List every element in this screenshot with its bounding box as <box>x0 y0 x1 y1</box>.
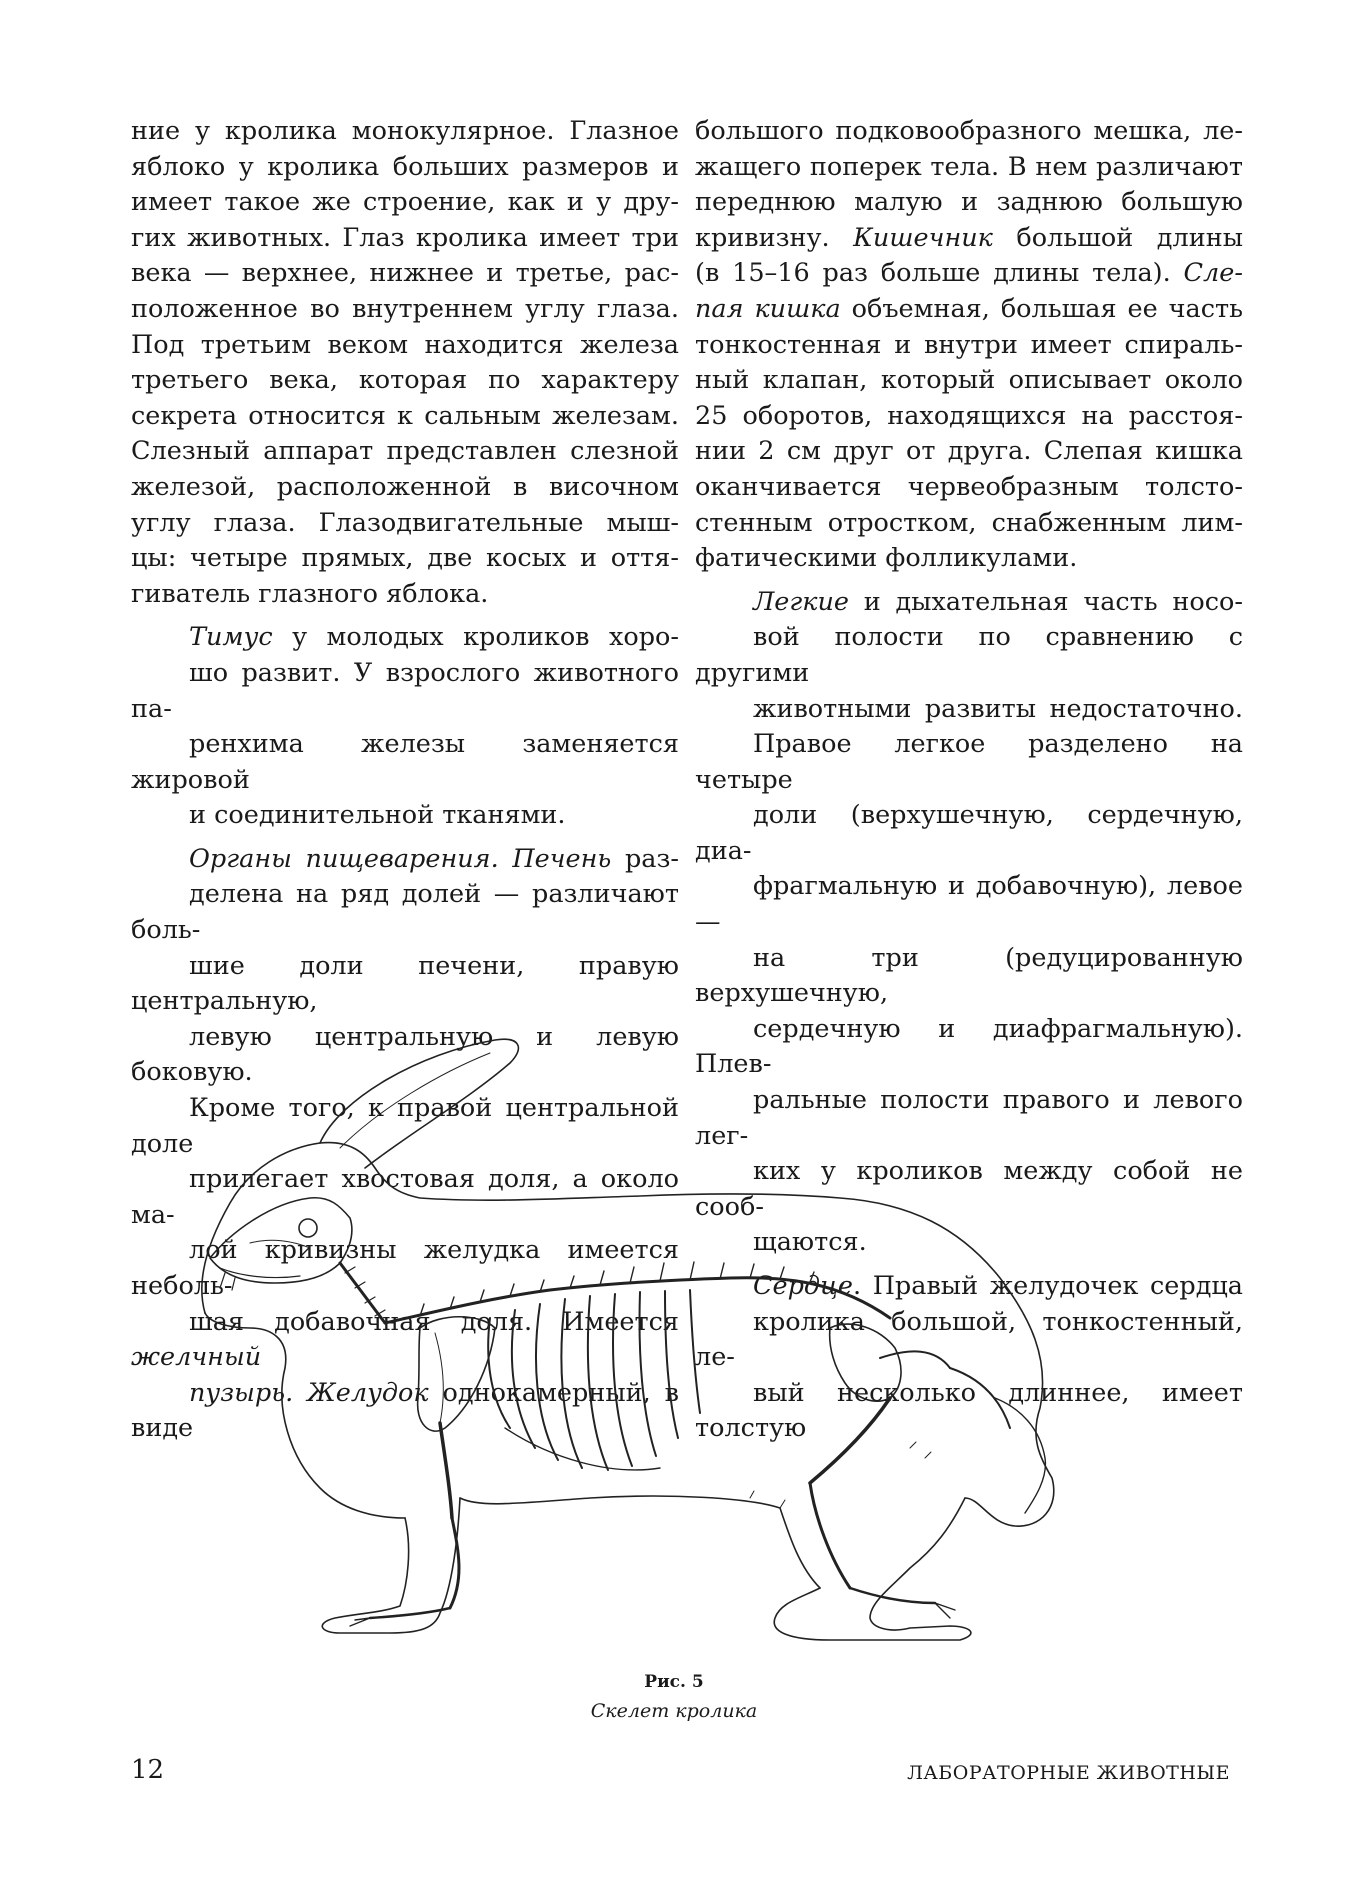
text-line: левую центральную и левую боковую. <box>131 1021 679 1088</box>
term-cecum-part2: пая кишка <box>695 293 841 324</box>
text-line: имеет такое же строение, как и у дру- <box>131 187 679 218</box>
text-line: вой полости по сравнению с другими <box>695 622 1243 688</box>
text-line: переднюю малую и заднюю большую <box>695 187 1243 218</box>
text-line: ральные полости правого и левого лег- <box>695 1085 1243 1151</box>
text-line: большого подковообразного мешка, ле- <box>695 116 1243 146</box>
figure-number: Рис. 5 <box>644 1672 704 1692</box>
term-stomach: пузырь. Желудок <box>189 1377 429 1408</box>
text-line: ких у кроликов между собой не сооб- <box>695 1156 1243 1222</box>
text-line: щаются. <box>753 1227 867 1258</box>
text-line: ние у кролика монокулярное. Глазное <box>131 116 679 146</box>
text-line: прилегает хвостовая доля, а около ма- <box>131 1164 679 1230</box>
text-line: жащего поперек тела. В нем различают <box>695 151 1243 182</box>
text-line: гиватель глазного яблока. <box>131 578 489 609</box>
text-line: стенным отростком, снабженным лим- <box>695 507 1243 538</box>
text-line: делена на ряд долей — различают боль- <box>131 879 679 946</box>
text-line: углу глаза. Глазодвигательные мыш- <box>131 507 679 538</box>
text-fragment: у молодых кроликов хоро- <box>272 622 679 653</box>
page-number: 12 <box>131 1755 165 1785</box>
paragraph-eye <box>131 114 679 612</box>
femur <box>810 1398 890 1483</box>
text-line <box>695 292 1243 328</box>
text-line: железой, расположенной в височном <box>131 471 679 502</box>
text-line: третьего века, которая по характеру <box>131 365 679 396</box>
term-lungs: Легкие <box>753 586 849 617</box>
text-line: нии 2 см друг от друга. Слепая кишка <box>695 436 1243 467</box>
text-line: вый несколько длиннее, имеет толстую <box>695 1377 1243 1444</box>
text-line: фрагмальную и добавочную), левое — <box>695 871 1243 938</box>
text-line: доли (верхушечную, сердечную, диа- <box>695 800 1243 866</box>
text-line: Правое легкое разделено на четыре <box>695 729 1243 795</box>
tibia <box>810 1483 850 1588</box>
text-line: фатическими фолликулами. <box>695 543 1078 574</box>
paragraph-intestine <box>695 114 1243 577</box>
ribcage <box>488 1290 700 1470</box>
text-line: положенное во внутреннем углу глаза. <box>131 293 679 324</box>
text-fragment: объемная, большая ее часть <box>840 293 1243 324</box>
text-fragment: . Правый желудочек сердца <box>852 1271 1243 1301</box>
text-line: Кроме того, к правой центральной доле <box>131 1093 679 1159</box>
text-fragment: кривизну. <box>695 222 854 253</box>
text-line: шо развит. У взрослого животного па- <box>131 657 679 724</box>
text-fragment: раз- <box>611 843 680 874</box>
running-title: ЛАБОРАТОРНЫЕ ЖИВОТНЫЕ <box>907 1762 1230 1784</box>
text-line <box>695 585 1243 621</box>
text-line <box>695 256 1243 292</box>
term-digestion-liver: Органы пищеварения. Печень <box>189 843 612 874</box>
text-fragment: однокамерный, в виде <box>131 1377 679 1444</box>
term-heart: Сердце <box>753 1271 853 1301</box>
text-line: века — верхнее, нижнее и третье, рас- <box>131 258 679 289</box>
text-line: Слезный аппарат представлен слезной <box>131 436 679 467</box>
text-line: и соединительной тканями. <box>189 800 566 831</box>
figure-title: Скелет кролика <box>590 1700 758 1722</box>
text-line <box>131 620 679 656</box>
term-gallbladder: желчный <box>131 1342 262 1373</box>
rabbit-skeleton-figure <box>190 1028 1165 1668</box>
text-line <box>131 842 679 878</box>
hind-foot <box>774 1498 971 1640</box>
rabbit-skeleton-drawing <box>190 1028 1165 1668</box>
text-line: 25 оборотов, находящихся на расстоя- <box>695 400 1243 431</box>
text-line: тонкостенная и внутри имеет спираль- <box>695 329 1243 360</box>
humerus <box>440 1423 452 1518</box>
text-line: на три (редуцированную верхушечную, <box>695 942 1243 1009</box>
text-fragment: большой длины <box>992 222 1243 253</box>
text-line: животными развиты недостаточно. <box>753 693 1243 724</box>
text-fragment: (в 15–16 раз больше длины тела). <box>695 258 1184 289</box>
text-line: оканчивается червеобразным толсто- <box>695 471 1243 502</box>
term-thymus: Тимус <box>189 622 273 653</box>
text-line: Под третьим веком находится железа <box>131 329 679 360</box>
text-line: кролика большой, тонкостенный, ле- <box>695 1306 1243 1373</box>
text-fragment: шая добавочная доля. Имеется <box>189 1306 679 1337</box>
text-line: сердечную и диафрагмальную). Плев- <box>695 1013 1243 1080</box>
pelvis <box>830 1324 901 1401</box>
paragraph-thymus <box>131 620 679 834</box>
term-cecum-part1: Сле- <box>1183 258 1243 289</box>
ear-outline <box>320 1039 518 1168</box>
scapula <box>418 1317 495 1431</box>
text-line: шие доли печени, правую центральную, <box>131 950 679 1017</box>
text-line: ный клапан, который описывает около <box>695 365 1243 396</box>
text-line: цы: четыре прямых, две косых и оття- <box>131 543 679 574</box>
text-line: гих животных. Глаз кролика имеет три <box>131 222 679 253</box>
text-line: секрета относится к сальным железам. <box>131 400 679 431</box>
text-line: лой кривизны желудка имеется неболь- <box>131 1235 679 1301</box>
text-line: яблоко у кролика больших размеров и <box>131 151 679 182</box>
text-fragment: и дыхательная часть носо- <box>849 586 1243 617</box>
text-line <box>695 221 1243 257</box>
term-intestine: Кишечник <box>853 222 993 253</box>
text-line: ренхима железы заменяется жировой <box>131 729 679 795</box>
